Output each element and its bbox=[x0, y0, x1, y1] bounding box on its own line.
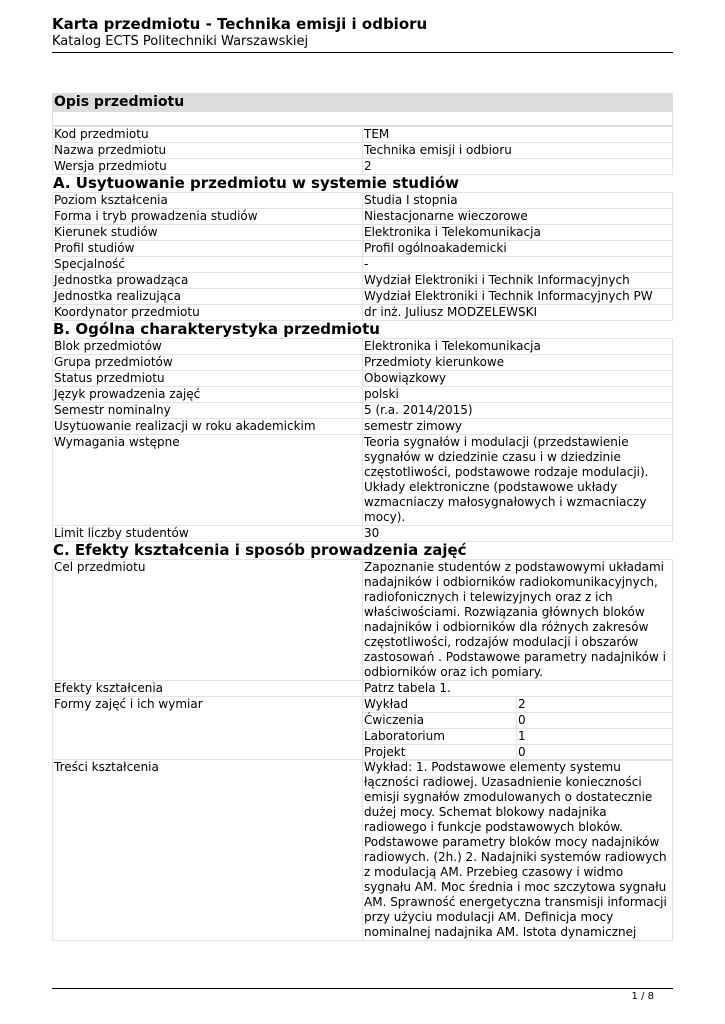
row-value: Przedmioty kierunkowe bbox=[362, 354, 673, 371]
row-value: Wydział Elektroniki i Technik Informacyjnych PW bbox=[362, 288, 673, 305]
table-row bbox=[52, 370, 673, 386]
form-hours: 0 bbox=[516, 744, 673, 761]
form-hours: 1 bbox=[516, 728, 673, 745]
row-value: - bbox=[362, 256, 673, 273]
row-value: Zapoznanie studentów z podstawowymi układami nadajników i odbiorników radiokomunikacyjnych, radiofonicznych i telewizyjnych oraz z ich właściwościami. Rozwiązania głównych bloków nadajników i odbiorników dla różnych zakresów częstotliwości, rodzajów modulacji i obszarów zastosowań . Podstawowe parametry nadajników i odbiorników oraz ich pomiary. bbox=[362, 559, 673, 681]
row-value: 2 bbox=[362, 158, 673, 175]
row-label: Forma i tryb prowadzenia studiów bbox=[52, 208, 363, 225]
page-subtitle: Katalog ECTS Politechniki Warszawskiej bbox=[52, 34, 309, 49]
table-row bbox=[52, 386, 673, 402]
section-b-title: B. Ogólna charakterystyka przedmiotu bbox=[53, 320, 380, 338]
row-label: Jednostka prowadząca bbox=[52, 272, 363, 289]
form-name: Wykład bbox=[362, 696, 517, 713]
row-label: Nazwa przedmiotu bbox=[52, 142, 363, 159]
row-value: Patrz tabela 1. bbox=[362, 680, 673, 697]
row-label: Cel przedmiotu bbox=[52, 559, 363, 681]
table-row bbox=[52, 680, 673, 696]
table-row bbox=[52, 354, 673, 370]
row-value: Wykład: 1. Podstawowe elementy systemu łączności radiowej. Uzasadnienie konieczności emisji sygnałów zmodulowanych o dostatecznie dużej mocy. Schemat blokowy nadajnika radiowego i funkcje podstawowych bloków. Podstawowe parametry bloków mocy nadajników radiowych. (2h.) 2. Nadajniki systemów radiowych z modulacją AM. Przebieg czasowy i widmo sygnału AM. Moc średnia i moc szczytowa sygnału AM. Sprawność energetyczna transmisji informacji przy użyciu modulacji AM. Definicja mocy nominalnej nadajnika AM. Istota dynamicznej bbox=[362, 759, 673, 941]
row-label: Formy zajęć i ich wymiar bbox=[52, 696, 363, 760]
row-value: semestr zimowy bbox=[362, 418, 673, 435]
row-value: 30 bbox=[362, 525, 673, 542]
form-name: Ćwiczenia bbox=[362, 712, 517, 729]
table-row bbox=[52, 240, 673, 256]
row-label: Kod przedmiotu bbox=[52, 126, 363, 143]
table-row bbox=[52, 338, 673, 354]
table-row bbox=[52, 192, 673, 208]
row-value: Technika emisji i odbioru bbox=[362, 142, 673, 159]
section-c-title: C. Efekty kształcenia i sposób prowadzenia zajęć bbox=[53, 541, 467, 559]
row-label: Koordynator przedmiotu bbox=[52, 304, 363, 321]
row-label: Blok przedmiotów bbox=[52, 338, 363, 355]
form-name: Projekt bbox=[362, 744, 517, 761]
form-hours: 2 bbox=[516, 696, 673, 713]
forms-row bbox=[362, 712, 673, 728]
row-value: TEM bbox=[362, 126, 673, 143]
row-label: Status przedmiotu bbox=[52, 370, 363, 387]
table-row bbox=[52, 224, 673, 240]
row-value: Profil ogólnoakademicki bbox=[362, 240, 673, 257]
blank-table-row bbox=[52, 111, 673, 126]
page-title: Karta przedmiotu - Technika emisji i odbioru bbox=[52, 15, 428, 33]
forms-row bbox=[362, 728, 673, 744]
table-row bbox=[52, 525, 673, 541]
row-label: Kierunek studiów bbox=[52, 224, 363, 241]
form-hours: 0 bbox=[516, 712, 673, 729]
table-row bbox=[52, 304, 673, 320]
table-row bbox=[52, 272, 673, 288]
table-row bbox=[52, 288, 673, 304]
row-value: Studia I stopnia bbox=[362, 192, 673, 209]
row-label: Wymagania wstępne bbox=[52, 434, 363, 526]
form-name: Laboratorium bbox=[362, 728, 517, 745]
table-row bbox=[52, 559, 673, 680]
row-label: Język prowadzenia zajęć bbox=[52, 386, 363, 403]
row-label: Efekty kształcenia bbox=[52, 680, 363, 697]
forms-row bbox=[362, 696, 673, 712]
row-value: Wydział Elektroniki i Technik Informacyjnych bbox=[362, 272, 673, 289]
forms-row bbox=[362, 744, 673, 760]
row-label: Wersja przedmiotu bbox=[52, 158, 363, 175]
footer-divider bbox=[52, 988, 673, 989]
table-row bbox=[52, 126, 673, 142]
row-value: dr inż. Juliusz MODZELEWSKI bbox=[362, 304, 673, 321]
forms-subtable bbox=[362, 696, 673, 760]
opis-section-title: Opis przedmiotu bbox=[52, 93, 673, 111]
row-label: Semestr nominalny bbox=[52, 402, 363, 419]
row-value: Elektronika i Telekomunikacja bbox=[362, 224, 673, 241]
row-value: polski bbox=[362, 386, 673, 403]
row-value: 5 (r.a. 2014/2015) bbox=[362, 402, 673, 419]
table-row bbox=[52, 696, 673, 759]
row-label: Limit liczby studentów bbox=[52, 525, 363, 542]
row-value: Niestacjonarne wieczorowe bbox=[362, 208, 673, 225]
row-label: Treści kształcenia bbox=[52, 759, 363, 941]
row-label: Specjalność bbox=[52, 256, 363, 273]
table-row bbox=[52, 434, 673, 525]
table-row bbox=[52, 759, 673, 940]
row-value: Elektronika i Telekomunikacja bbox=[362, 338, 673, 355]
row-label: Grupa przedmiotów bbox=[52, 354, 363, 371]
row-label: Profil studiów bbox=[52, 240, 363, 257]
row-value: Obowiązkowy bbox=[362, 370, 673, 387]
table-row bbox=[52, 142, 673, 158]
course-table bbox=[52, 126, 673, 940]
row-value: Teoria sygnałów i modulacji (przedstawienie sygnałów w dziedzinie czasu i w dziedzinie częstotliwości, podstawowe rodzaje modulacji). Układy elektroniczne (podstawowe układy wzmacniaczy małosygnałowych i wzmacniaczy mocy). bbox=[362, 434, 673, 526]
table-row bbox=[52, 158, 673, 174]
row-label: Poziom kształcenia bbox=[52, 192, 363, 209]
row-label: Usytuowanie realizacji w roku akademickim bbox=[52, 418, 363, 435]
section-a-title: A. Usytuowanie przedmiotu w systemie studiów bbox=[53, 174, 460, 192]
row-label: Jednostka realizująca bbox=[52, 288, 363, 305]
table-row bbox=[52, 208, 673, 224]
table-row bbox=[52, 402, 673, 418]
header-divider bbox=[52, 52, 673, 53]
page-number: 1 / 8 bbox=[631, 991, 654, 1002]
table-row bbox=[52, 256, 673, 272]
table-row bbox=[52, 418, 673, 434]
